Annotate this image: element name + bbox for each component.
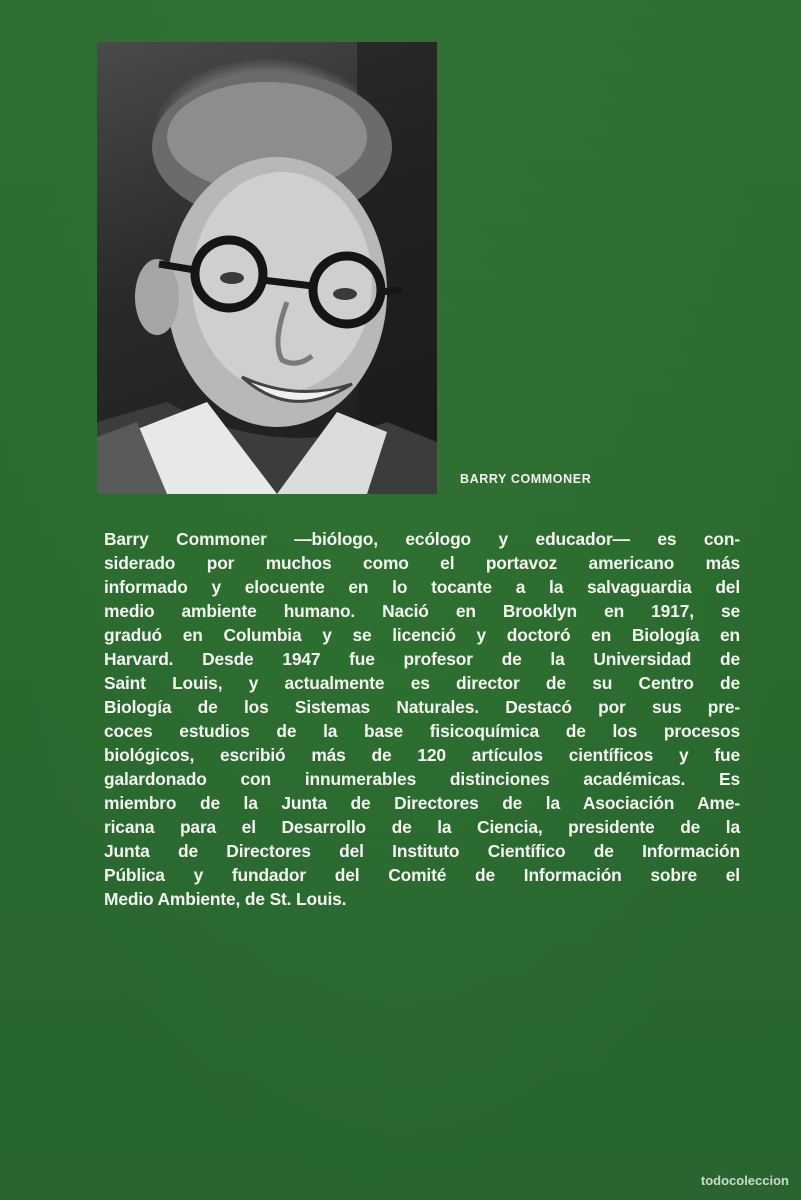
- bio-line: informado y elocuente en lo tocante a la salvaguardia del: [104, 577, 740, 597]
- author-photo: [97, 42, 437, 494]
- bio-line: Harvard. Desde 1947 fue profesor de la Universidad de: [104, 649, 740, 669]
- bio-line: Junta de Directores del Instituto Científico de Información: [104, 841, 740, 861]
- bio-line: galardonado con innumerables distinciones académicas. Es: [104, 769, 740, 789]
- bio-line: ricana para el Desarrollo de la Ciencia, presidente de la: [104, 817, 740, 837]
- watermark: todocoleccion: [700, 1173, 789, 1188]
- bio-line: coces estudios de la base fisicoquímica de los procesos: [104, 721, 740, 741]
- bio-line: siderado por muchos como el portavoz americano más: [104, 553, 740, 573]
- author-biography: [104, 527, 740, 911]
- bio-line: graduó en Columbia y se licenció y doctoró en Biología en: [104, 625, 740, 645]
- bio-line: medio ambiente humano. Nació en Brooklyn en 1917, se: [104, 601, 740, 621]
- bio-line: Pública y fundador del Comité de Información sobre el: [104, 865, 740, 885]
- bio-line: Barry Commoner —biólogo, ecólogo y educador— es con-: [104, 529, 740, 549]
- bio-line: Saint Louis, y actualmente es director de su Centro de: [104, 673, 740, 693]
- bio-line: miembro de la Junta de Directores de la Asociación Ame-: [104, 793, 740, 813]
- bio-line: Medio Ambiente, de St. Louis.: [104, 889, 347, 909]
- photo-caption: BARRY COMMONER: [460, 472, 592, 486]
- bio-line: Biología de los Sistemas Naturales. Destacó por sus pre-: [104, 697, 740, 717]
- bio-line: biológicos, escribió más de 120 artículos científicos y fue: [104, 745, 740, 765]
- author-portrait-illustration: [97, 42, 437, 494]
